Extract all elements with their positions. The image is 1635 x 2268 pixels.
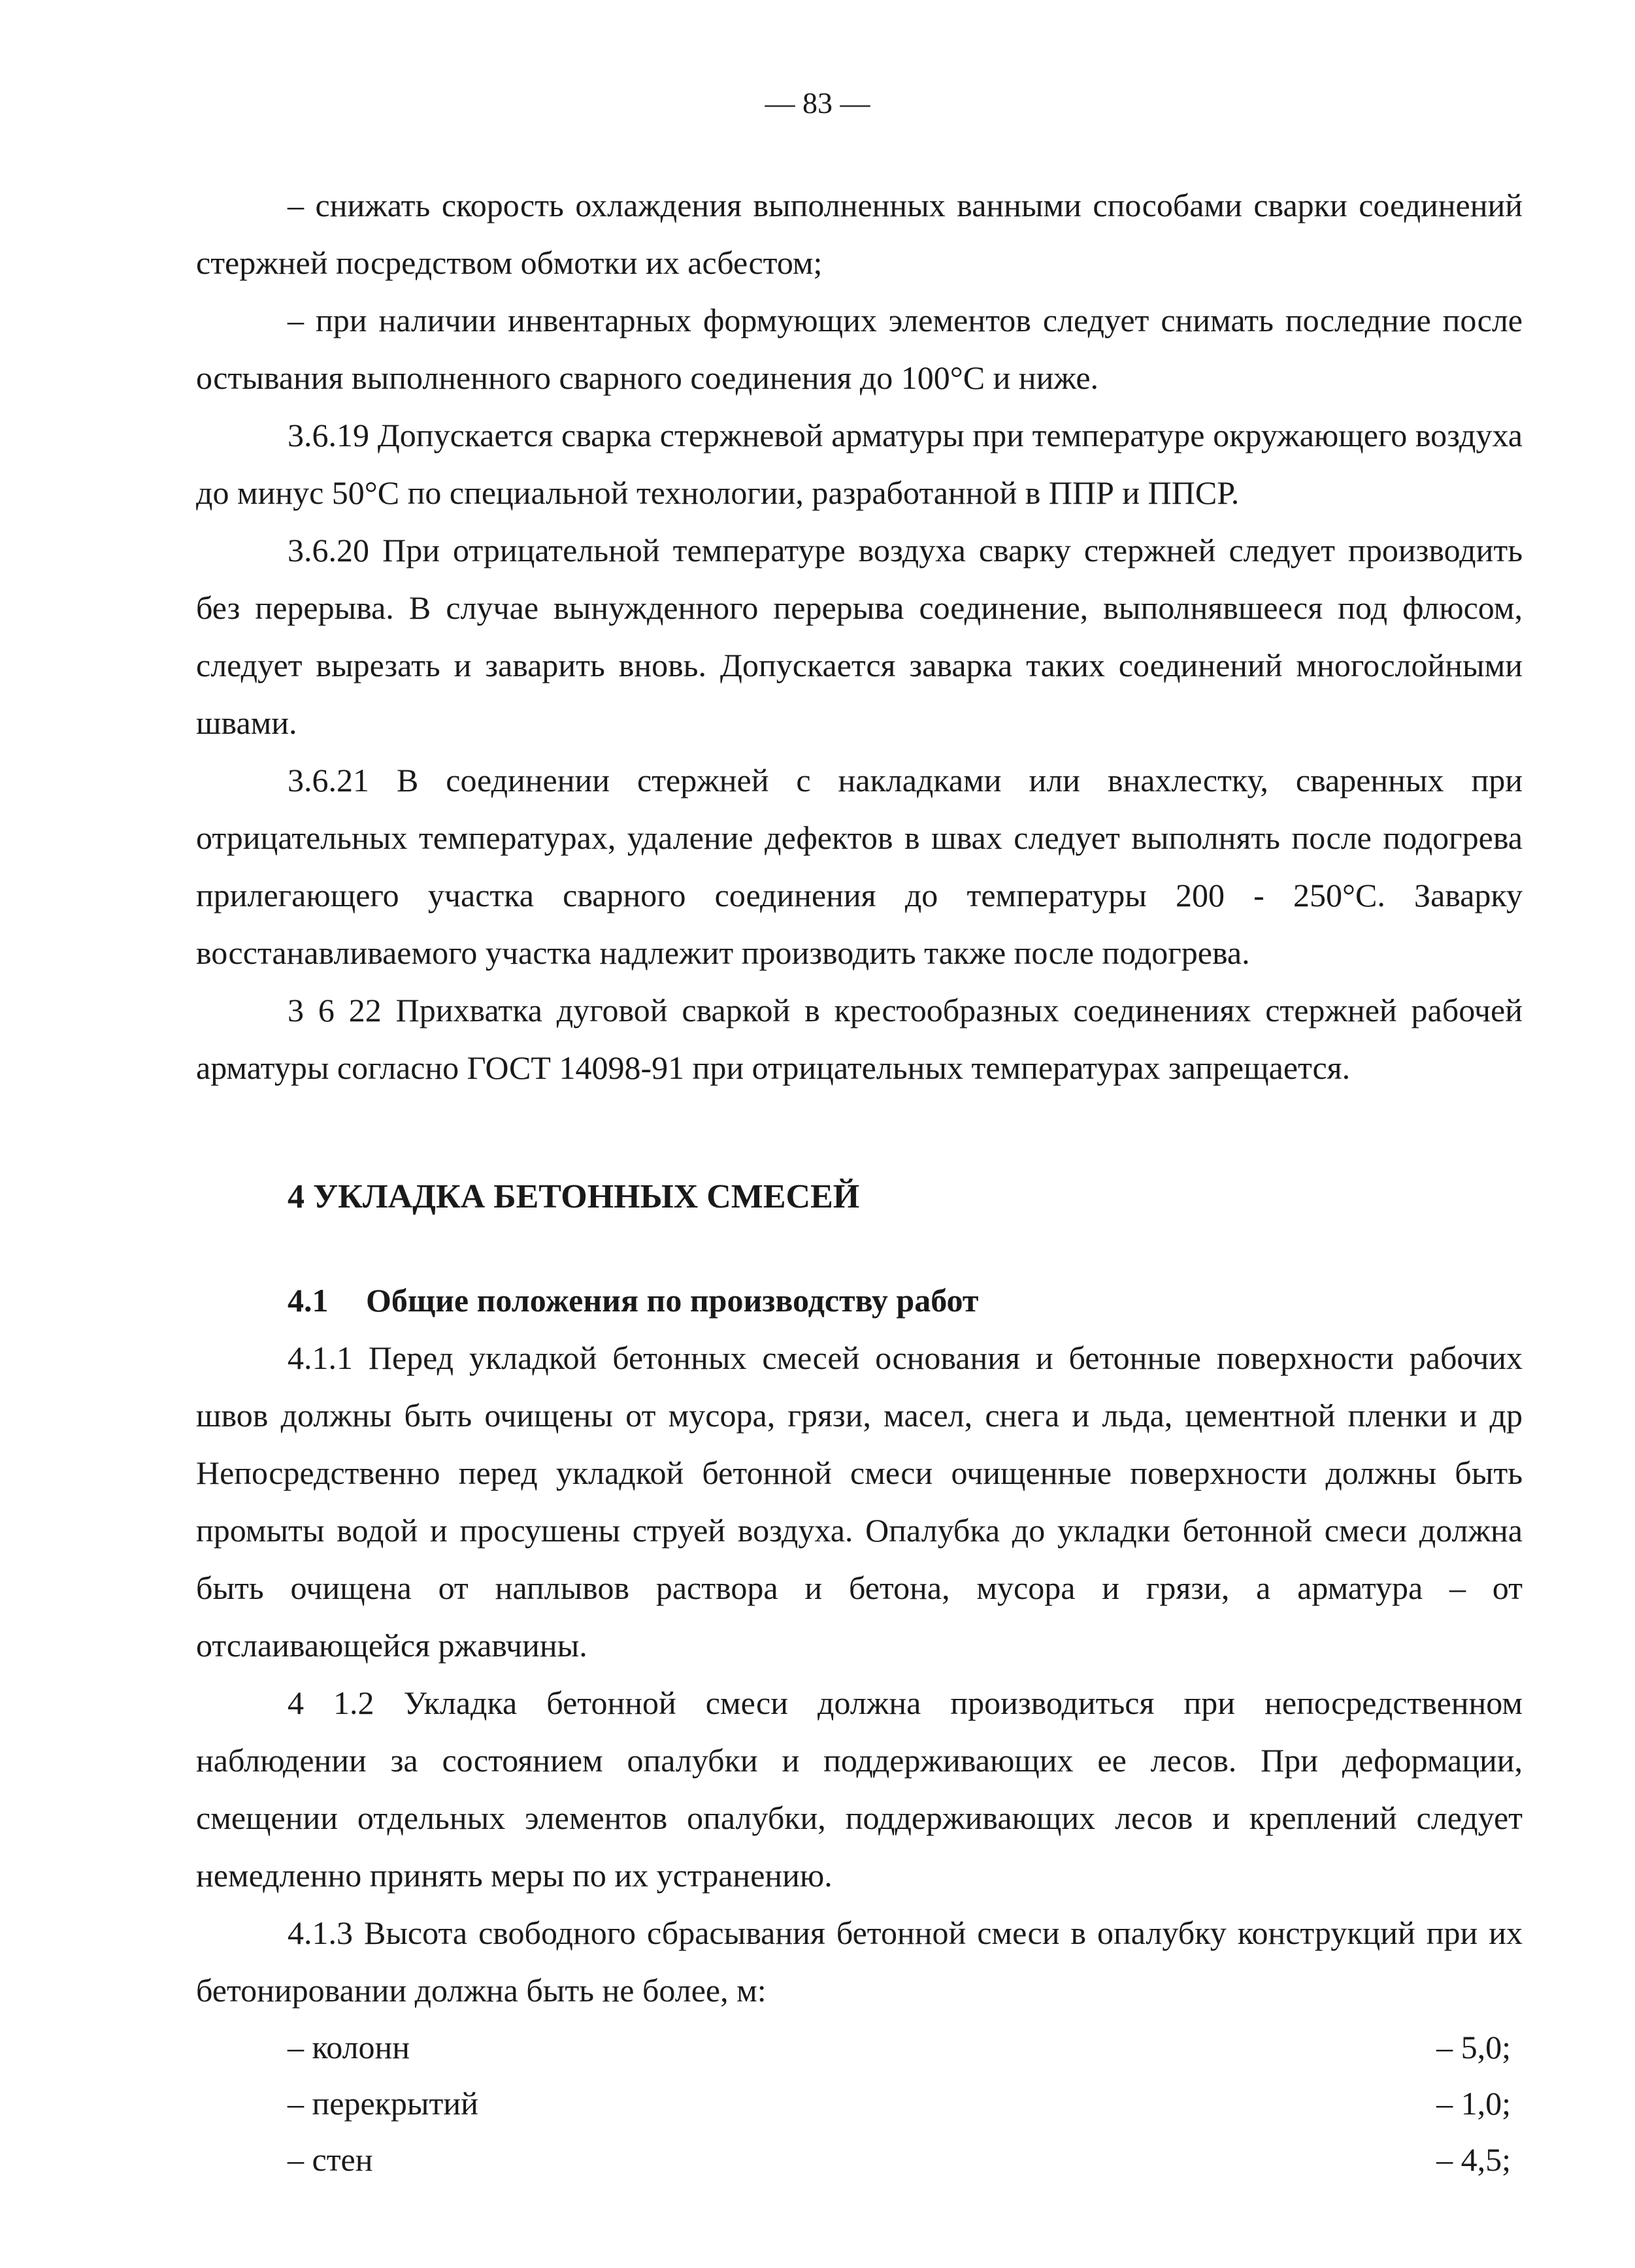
paragraph-4-1-1: 4.1.1 Перед укладкой бетонных смесей основания и бетонные поверхности рабочих швов должны быть очищены от мусора, грязи, масел, снега и льда, цементной пленки и др Непосредственно перед укладкой бетонной смеси очищенные поверхности должны быть промыты водой и просушены струей воздуха. Опалубка до укладки бетонной смеси должна быть очищена от наплывов раствора и бетона, мусора и грязи, а арматура – от отслаивающейся ржавчины. [196, 1339, 1523, 1664]
page-number: — 83 — [765, 86, 870, 120]
paragraph-forming-elements: – при наличии инвентарных формующих элементов следует снимать последние после остывания выполненного сварного соединения до 100°С и ниже. [196, 302, 1523, 396]
section-heading: 4 УКЛАДКА БЕТОННЫХ СМЕСЕЙ [288, 1178, 860, 1215]
paragraph-4-1-2: 4 1.2 Укладка бетонной смеси должна производиться при непосредственном наблюдении за состоянием опалубки и поддерживающих ее лесов. При деформации, смещении отдельных элементов опалубки, поддерживающих лесов и креплений следует немедленно принять меры по их устранению. [196, 1685, 1523, 1894]
paragraph-3-6-22: 3 6 22 Прихватка дуговой сваркой в крестообразных соединениях стержней рабочей арматуры согласно ГОСТ 14098-91 при отрицательных температурах запрещается. [196, 992, 1523, 1086]
paragraph-3-6-21: 3.6.21 В соединении стержней с накладками или внахлестку, сваренных при отрицательных температурах, удаление дефектов в швах следует выполнять после подогрева прилегающего участка сварного соединения до температуры 200 - 250°С. Заварку восстанавливаемого участка надлежит производить также после подогрева. [196, 762, 1523, 971]
paragraph-3-6-19: 3.6.19 Допускается сварка стержневой арматуры при температуре окружающего воздуха до минус 50°С по специальной технологии, разработанной в ППР и ППСР. [196, 417, 1523, 511]
list-item-value: – 1,0; [1436, 2085, 1511, 2122]
list-item [288, 2131, 1523, 2188]
paragraph-4-1-3: 4.1.3 Высота свободного сбрасывания бетонной смеси в опалубку конструкций при их бетонировании должна быть не более, м: [196, 1915, 1523, 2009]
list-item-label: – стен [288, 2141, 373, 2178]
page-content [196, 176, 1523, 2188]
list-item [288, 2075, 1523, 2131]
list-item-value: – 4,5; [1436, 2141, 1511, 2178]
subsection-heading [196, 1272, 1523, 1329]
list-item-value: – 5,0; [1436, 2029, 1511, 2065]
paragraph-cooling-rate: – снижать скорость охлаждения выполненных ванными способами сварки соединений стержней посредством обмотки их асбестом; [196, 187, 1523, 281]
list-item-label: – перекрытий [288, 2085, 478, 2122]
subsection-number: 4.1 [288, 1282, 329, 1319]
subsection-title: Общие положения по производству работ [366, 1282, 979, 1319]
paragraph-3-6-20: 3.6.20 При отрицательной температуре воздуха сварку стержней следует производить без перерыва. В случае вынужденного перерыва соединение, выполнявшееся под флюсом, следует вырезать и заварить вновь. Допускается заварка таких соединений многослойными швами. [196, 532, 1523, 741]
list-item [288, 2019, 1523, 2075]
drop-height-list [196, 2019, 1523, 2188]
list-item-label: – колонн [288, 2029, 410, 2065]
